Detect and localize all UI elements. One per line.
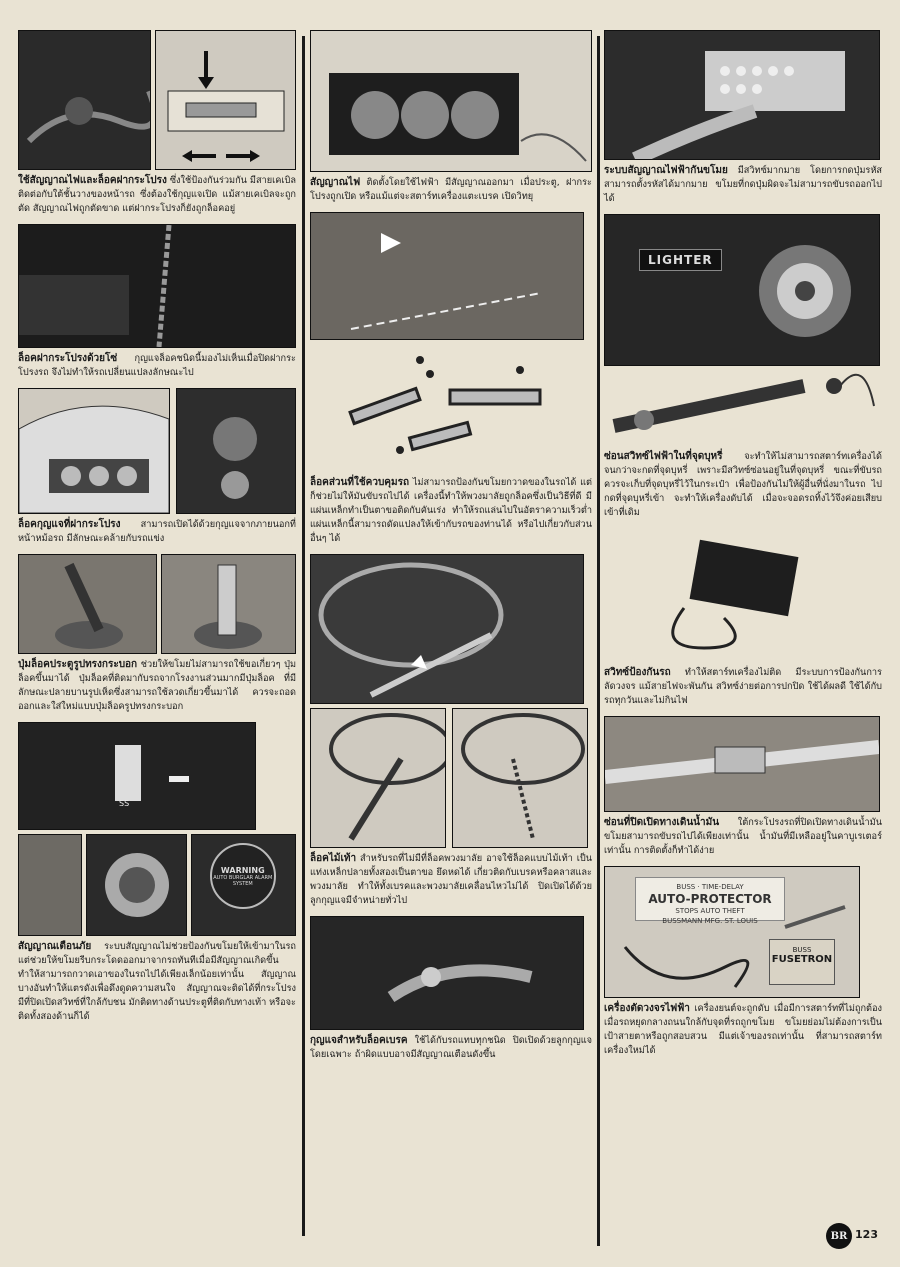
- warning-text: WARNING: [220, 865, 265, 875]
- photo-fuel-valve: [604, 716, 880, 812]
- caption: ล็อคกุญแจที่ฝากระโปรง สามารถเปิดได้ด้วยกุญแจจากภายนอกที่หน้าหม้อรถ มีลักษณะคล้ายกับรถแข่ง: [18, 519, 296, 544]
- page-number: 123: [855, 1228, 878, 1241]
- caption: ใช้สัญญาณไฟและล็อคฝากระโปรง ซึ่งใช้ป้องกันร่วมกัน มีสายเคเบิลติดต่อกับใต้ชั้นวางของหน้ารถ ซึ่งต้องใช้กุญแจเปิด แม้สายเคเบิลจะถูกตัด สัญญาณไฟถูกตัดขาด แต่ฝากระโปรงก็ยังถูกล็อคอยู่: [18, 175, 296, 214]
- caption: สวิทซ์ป้องกันรถ ทำให้สตาร์ทเครื่องไม่ติด มีระบบการป้องกันการลัดวงจร แม้สายไฟจะพันกัน สวิทซ์ง่ายต่อการปกปิด ใช้ได้ผลดี ใช้ได้กับรถทุกวันและไม่กินไฟ: [604, 667, 882, 706]
- auto-protector-subtitle: STOPS AUTO THEFT: [675, 907, 745, 915]
- caption: ล็อคไม้เท้า สำหรับรถที่ไม่มีที่ล็อคพวงมาลัย อาจใช้ล็อคแบบไม้เท้า เป็นแท่งเหล็กปลายทั้งสองเป็นตาขอ ยึดหดได้ เกี่ยวติดกับเบรคหรือคลาสและพวงมาลัย ทำให้ทั้งเบรคและพวงมาลัยเคลื่อนไหวไม่ได้ ปิดเปิดได้ด้วยลูกกุญแจมีจำหน่ายทั่วไป: [310, 853, 592, 906]
- magazine-logo: BR: [826, 1223, 852, 1249]
- caption: ระบบสัญญาณไฟฟ้ากันขโมย มีสวิทซ์มากมาย โดยการกดปุ่มรหัส สามารถตั้งรหัสได้มากมาย ขโมยที่กดปุ่มผิดจะไม่สามารถขับรถออกไปได้: [604, 165, 882, 204]
- column-left: [18, 30, 296, 1032]
- auto-protector-label: [635, 877, 785, 925]
- caption: สัญญาณเตือนภัย ระบบสัญญาณไม่ช่วยป้องกันขโมยให้เข้ามาในรถ แต่ช่วยให้ขโมยรีบกระโดดออกมาจากรถทันทีเมื่อมีสัญญาณเกิดขึ้น ทำให้สามารถกวาดเอาของในรถไปได้เพียงเล็กน้อยเท่านั้น สัญญาณบางอันทำให้แตรดังเพื่อดึงดูดความสนใจ สัญญาณจะติดได้ที่กระโปรง มีที่ปิดเปิดสวิทซ์ที่ใกล้กับชน มักติดทางด้านประตูที่ติดกับทางเท้า หรือจะติดทั้งสองด้านก็ได้: [18, 941, 296, 1022]
- photo-lock-diagram: [155, 30, 296, 170]
- caption: ล็อคฝากระโปรงด้วยโซ่ กุญแจล็อคชนิดนี้มองไม่เห็นเมื่อปิดฝากระโปรงรถ จึงไม่ทำให้รถเปลี่ยนแปลงลักษณะไป: [18, 353, 296, 378]
- auto-protector-maker: BUSSMANN MFG. ST. LOUIS: [662, 917, 758, 925]
- caption: ซ่อนที่ปิดเปิดทางเดินน้ำมัน ใต้กระโปรงรถที่ปิดเปิดทางเดินน้ำมัน ขโมยสามารถขับรถไปได้เพียงเท่านั้น น้ำมันที่มีเหลืออยู่ในคาบูเรเตอร์เท่านั้น การติดตั้งก็ทำได้ง่าย: [604, 817, 882, 856]
- auto-protector-small-text: BUSS · TIME-DELAY: [676, 883, 744, 891]
- fusetron-brand: BUSS: [792, 946, 812, 954]
- photo-auto-protector: [604, 866, 860, 998]
- photo-protect-switch: [644, 528, 824, 662]
- photo-light-alarm-box: [310, 30, 592, 172]
- fusetron-box: [769, 939, 835, 985]
- caption: สัญญาณไฟ ติดตั้งโดยใช้ไฟฟ้า มีสัญญาณออกมา เมื่อประตู, ฝากระโปรงถูกเปิด หรือแม้แต่จะสตาร์ทเครื่องแตะเบรค เปิดวิทยุ: [310, 177, 592, 202]
- auto-protector-title: AUTO-PROTECTOR: [648, 892, 772, 906]
- photo-cane-lock-2: [452, 708, 588, 848]
- photo-alarm-switch: [18, 722, 256, 830]
- photo-cane-lock-1: [310, 708, 446, 848]
- column-middle: [310, 30, 592, 1070]
- photo-lighter-parts: [604, 366, 878, 446]
- photo-brake-lock: [310, 916, 584, 1030]
- photo-accelerator-lock: [310, 212, 584, 340]
- switch-label: SS: [119, 799, 130, 808]
- photo-lock-parts: [310, 340, 582, 472]
- warning-ring-text: AUTO BURGLAR ALARM SYSTEM: [213, 874, 273, 887]
- photo-hood-chain: [18, 224, 296, 348]
- photo-alarm-siren: [86, 834, 187, 936]
- photo-lighter-dash: [604, 214, 880, 366]
- photo-door-button-old: [18, 554, 157, 654]
- photo-hood-key-lock: [176, 388, 296, 514]
- caption: ล็อคส่วนที่ใช้ควบคุมรถ ไม่สามารถป้องกันขโมยกวาดของในรถได้ แต่ก็ช่วยไม่ให้มันขับรถไปได้ เครื่องนี้ทำให้พวงมาลัยถูกล็อคซึ่งเป็นวิธีที่ดี มีแผ่นเหล็กทำเป็นตาขอติดกับคันเร่ง ทำให้รถแล่นไปในอัตราความเร็วต่ำ แผ่นเหล็กนี้สามารถดัดแปลงให้เข้ากับรถของท่านได้ หรือไปเกี่ยวกับส่วนอื่นๆ ได้: [310, 477, 592, 544]
- fusetron-title: FUSETRON: [771, 954, 833, 965]
- photo-cable-lock: [18, 30, 151, 170]
- photo-keypad-alarm: [604, 30, 880, 160]
- warning-badge: [210, 843, 276, 909]
- lighter-label: LIGHTER: [639, 249, 722, 271]
- caption: ปุ่มล็อคประตูรูปทรงกระบอก ช่วยให้ขโมยไม่สามารถใช้ขอเกี่ยวๆ ปุ่มล็อคขึ้นมาได้ ปุ่มล็อคที่ติดมากับรถจากโรงงานส่วนมากมีปุ่มล็อค ที่มีลักษณะปลายบานรูปเห็ดซึ่งสามารถใช้ลวดเกี่ยวขึ้นมาได้ ควรจะถอดออกและใส่ใหม่แบบปุ่มล็อครูปทรงกระบอก: [18, 659, 296, 712]
- photo-alarm-pin: [18, 834, 82, 936]
- caption: เครื่องตัดวงจรไฟฟ้า เครื่องยนต์จะถูกดับ เมื่อมีการสตาร์ทที่ไม่ถูกต้อง เมื่อรถหยุดกลางถนนใกล้กับจุดที่รถถูกขโมย ขโมยย่อมไม่ต้องการเป็นเป้าสายตาหรือถูกสอบสวน มีแต่เจ้าของรถเท่านั้น ที่สามารถสตาร์ทเครื่องใหม่ได้: [604, 1003, 882, 1056]
- column-divider: [597, 36, 600, 1246]
- photo-door-button-new: [161, 554, 296, 654]
- caption: กุญแจสำหรับล็อคเบรค ใช้ได้กับรถแทบทุกชนิด ปิดเปิดด้วยลูกกุญแจโดยเฉพาะ ถ้าผิดแบบอาจมีสัญญาณเตือนดังขึ้น: [310, 1035, 592, 1060]
- caption: ซ่อนสวิทซ์ไฟฟ้าในที่จุดบุหรี่ จะทำให้ไม่สามารถสตาร์ทเครื่องได้ จนกว่าจะกดที่จุดบุหรี่ เพราะมีสวิทซ์ซ่อนอยู่ในที่จุดบุหรี่ ขณะที่ขับรถควรจะเก็บที่จุดบุหรี่ไว้ในกระเป๋า เพื่อป้องกันไม่ให้ผู้อื่นที่นั่งมาในรถ ไปกดที่จุดบุหรี่เข้า จะทำให้เครื่องดับได้ เมื่อจะจอดรถทิ้งไว้จึงค่อยเสียบเข้าที่เดิม: [604, 451, 882, 518]
- photo-car-front: [18, 388, 170, 514]
- column-divider: [302, 36, 305, 1236]
- photo-steering-lock: [310, 554, 584, 704]
- column-right: [604, 30, 882, 1066]
- photo-warning-decal: [191, 834, 296, 936]
